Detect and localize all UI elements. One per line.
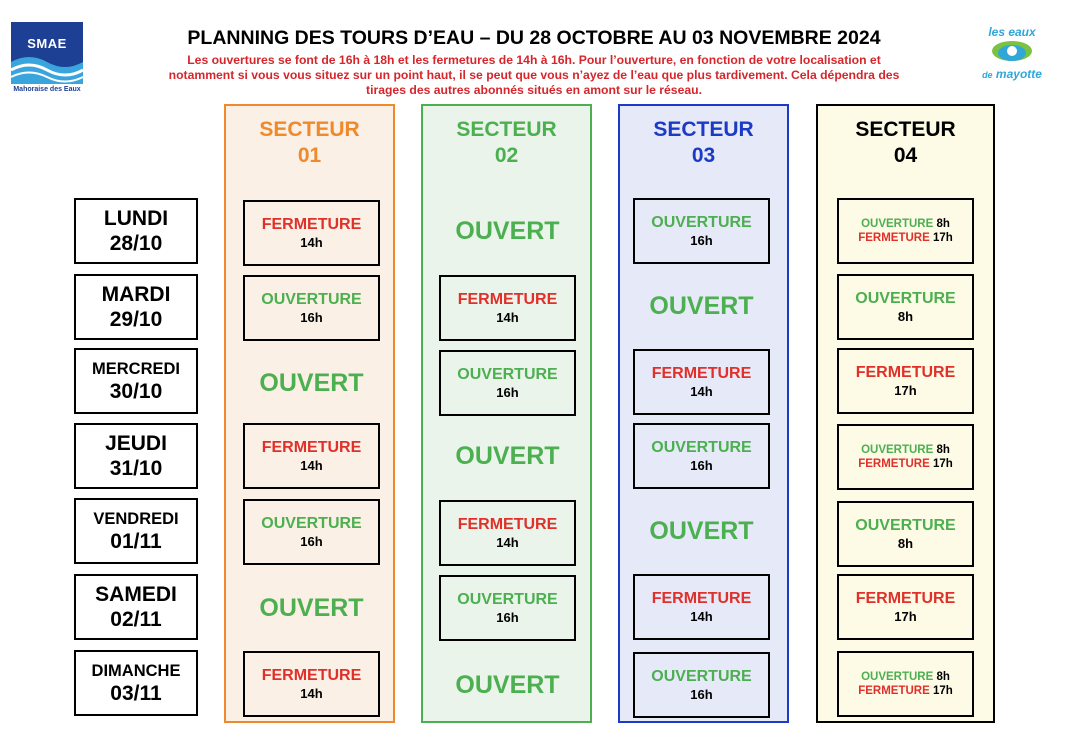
schedule-cell-s02-monday: OUVERT	[455, 217, 560, 245]
time-label: 17h	[932, 458, 953, 470]
schedule-cell-s02-friday	[439, 500, 576, 566]
sector-header-02	[423, 117, 590, 169]
time-label: 16h	[496, 610, 519, 625]
fermeture-label: FERMETURE	[855, 364, 956, 381]
ouverture-label: OUVERTURE	[457, 591, 558, 608]
time-label: 16h	[496, 385, 519, 400]
smae-wave-icon	[11, 22, 83, 84]
time-label: 8h	[936, 444, 950, 456]
day-name: JEUDI	[105, 432, 167, 455]
sector-01-label: SECTEUR	[259, 118, 360, 141]
water-drop-icon	[990, 39, 1034, 63]
fermeture-label: FERMETURE	[261, 216, 362, 233]
fermeture-label: FERMETURE	[858, 685, 930, 697]
fermeture-label: FERMETURE	[855, 590, 956, 607]
time-label: 16h	[300, 534, 323, 549]
time-label: 14h	[496, 535, 519, 550]
notice-line-1: Les ouvertures se font de 16h à 18h et les fermetures de 14h à 16h. Pour l’ouverture, en fonction de votre localisation et	[187, 53, 881, 67]
sector-header-04	[818, 117, 993, 169]
ouverture-label: OUVERTURE	[261, 515, 362, 532]
fermeture-label: FERMETURE	[651, 590, 752, 607]
time-label: 16h	[300, 310, 323, 325]
day-monday	[74, 198, 198, 264]
schedule-cell-s03-monday	[633, 198, 770, 264]
time-label: 8h	[897, 309, 914, 324]
sector-01-number: 01	[297, 144, 322, 167]
sector-header-01	[226, 117, 393, 169]
day-name: SAMEDI	[95, 583, 177, 606]
page-title: PLANNING DES TOURS D’EAU – DU 28 OCTOBRE AU 03 NOVEMBRE 2024	[187, 27, 881, 49]
time-label: 14h	[690, 609, 713, 624]
day-date: 02/11	[110, 608, 162, 631]
time-label: 17h	[894, 383, 917, 398]
schedule-cell-s04-tuesday	[837, 274, 974, 340]
ouverture-label: OUVERTURE	[457, 366, 558, 383]
day-date: 29/10	[109, 308, 163, 331]
schedule-cell-s04-sunday	[837, 651, 974, 717]
eaux-logo-line1: les eaux	[988, 25, 1036, 39]
smae-logo	[11, 22, 83, 100]
schedule-cell-s04-friday	[837, 501, 974, 567]
schedule-cell-s03-saturday	[633, 574, 770, 640]
sector-02-number: 02	[494, 144, 519, 167]
ouverture-label: OUVERTURE	[651, 214, 752, 231]
day-date: 30/10	[109, 379, 163, 403]
day-date: 01/11	[110, 529, 162, 553]
schedule-cell-s04-thursday	[837, 424, 974, 490]
schedule-cell-s03-sunday	[633, 652, 770, 718]
time-label: 16h	[690, 458, 713, 473]
notice-line-3: tirages des autres abonnés situés en amont sur le réseau.	[366, 83, 702, 97]
ouverture-label: OUVERTURE	[651, 439, 752, 456]
schedule-cell-s02-wednesday	[439, 350, 576, 416]
time-label: 16h	[690, 233, 713, 248]
smae-logo-mark	[11, 22, 83, 84]
time-label: 17h	[894, 609, 917, 624]
schedule-cell-s04-saturday	[837, 574, 974, 640]
day-name: MARDI	[101, 283, 171, 306]
time-label: 8h	[936, 671, 950, 683]
sector-header-03	[620, 117, 787, 169]
schedule-cell-s03-wednesday	[633, 349, 770, 415]
ouverture-label: OUVERTURE	[651, 668, 752, 685]
fermeture-label: FERMETURE	[261, 667, 362, 684]
day-date: 28/10	[109, 232, 163, 255]
ouverture-label: OUVERTURE	[861, 444, 934, 456]
ouverture-label: OUVERTURE	[861, 218, 934, 230]
schedule-cell-s01-saturday: OUVERT	[259, 594, 364, 622]
schedule-cell-s02-sunday: OUVERT	[455, 671, 560, 699]
schedule-cell-s01-friday	[243, 499, 380, 565]
day-name: MERCREDI	[91, 359, 180, 378]
day-date: 03/11	[110, 681, 162, 705]
day-name: LUNDI	[103, 207, 169, 230]
day-saturday	[74, 574, 198, 640]
schedule-cell-s04-monday	[837, 198, 974, 264]
eaux-logo-line2: mayotte	[995, 67, 1042, 81]
smae-logo-text: SMAE	[27, 36, 67, 51]
schedule-cell-s02-thursday: OUVERT	[455, 442, 560, 470]
schedule-cell-s01-thursday	[243, 423, 380, 489]
sector-04-label: SECTEUR	[855, 118, 956, 141]
day-name: VENDREDI	[93, 509, 179, 528]
time-label: 17h	[932, 685, 953, 697]
day-wednesday	[74, 348, 198, 414]
ouverture-label: OUVERTURE	[855, 290, 956, 307]
day-friday	[74, 498, 198, 564]
fermeture-label: FERMETURE	[858, 232, 930, 244]
schedule-cell-s02-saturday	[439, 575, 576, 641]
eaux-mayotte-logo	[978, 26, 1046, 92]
sector-02-label: SECTEUR	[456, 118, 557, 141]
fermeture-label: FERMETURE	[858, 458, 930, 470]
time-label: 14h	[496, 310, 519, 325]
schedule-cell-s01-wednesday: OUVERT	[259, 369, 364, 397]
fermeture-label: FERMETURE	[457, 516, 558, 533]
time-label: 14h	[300, 686, 323, 701]
schedule-cell-s03-thursday	[633, 423, 770, 489]
schedule-cell-s01-monday	[243, 200, 380, 266]
day-sunday	[74, 650, 198, 716]
sector-column-01	[224, 104, 395, 723]
schedule-cell-s01-tuesday	[243, 275, 380, 341]
fermeture-label: FERMETURE	[457, 291, 558, 308]
time-label: 14h	[300, 235, 323, 250]
ouverture-label: OUVERTURE	[261, 291, 362, 308]
time-label: 8h	[936, 218, 950, 230]
ouverture-label: OUVERTURE	[861, 671, 934, 683]
smae-logo-caption: Mahoraise des Eaux	[13, 86, 81, 93]
time-label: 17h	[932, 232, 953, 244]
sector-03-number: 03	[691, 144, 716, 167]
sector-03-label: SECTEUR	[653, 118, 754, 141]
time-label: 8h	[897, 536, 914, 551]
time-label: 14h	[690, 384, 713, 399]
time-label: 16h	[690, 687, 713, 702]
fermeture-label: FERMETURE	[261, 439, 362, 456]
day-name: DIMANCHE	[91, 661, 181, 680]
schedule-cell-s03-tuesday: OUVERT	[649, 292, 754, 320]
schedule-cell-s02-tuesday	[439, 275, 576, 341]
fermeture-label: FERMETURE	[651, 365, 752, 382]
schedule-cell-s03-friday: OUVERT	[649, 517, 754, 545]
notice-text	[96, 53, 972, 98]
day-date: 31/10	[109, 457, 163, 480]
schedule-cell-s04-wednesday	[837, 348, 974, 414]
time-label: 14h	[300, 458, 323, 473]
day-tuesday	[74, 274, 198, 340]
day-thursday	[74, 423, 198, 489]
eaux-logo-de: de	[982, 70, 993, 80]
schedule-cell-s01-sunday	[243, 651, 380, 717]
ouverture-label: OUVERTURE	[855, 517, 956, 534]
sector-04-number: 04	[893, 144, 918, 167]
notice-line-2: notamment si vous vous situez sur un point haut, il se peut que vous n’ayez de l’eau que plus tardivement. Cela dépendra des	[168, 68, 900, 82]
